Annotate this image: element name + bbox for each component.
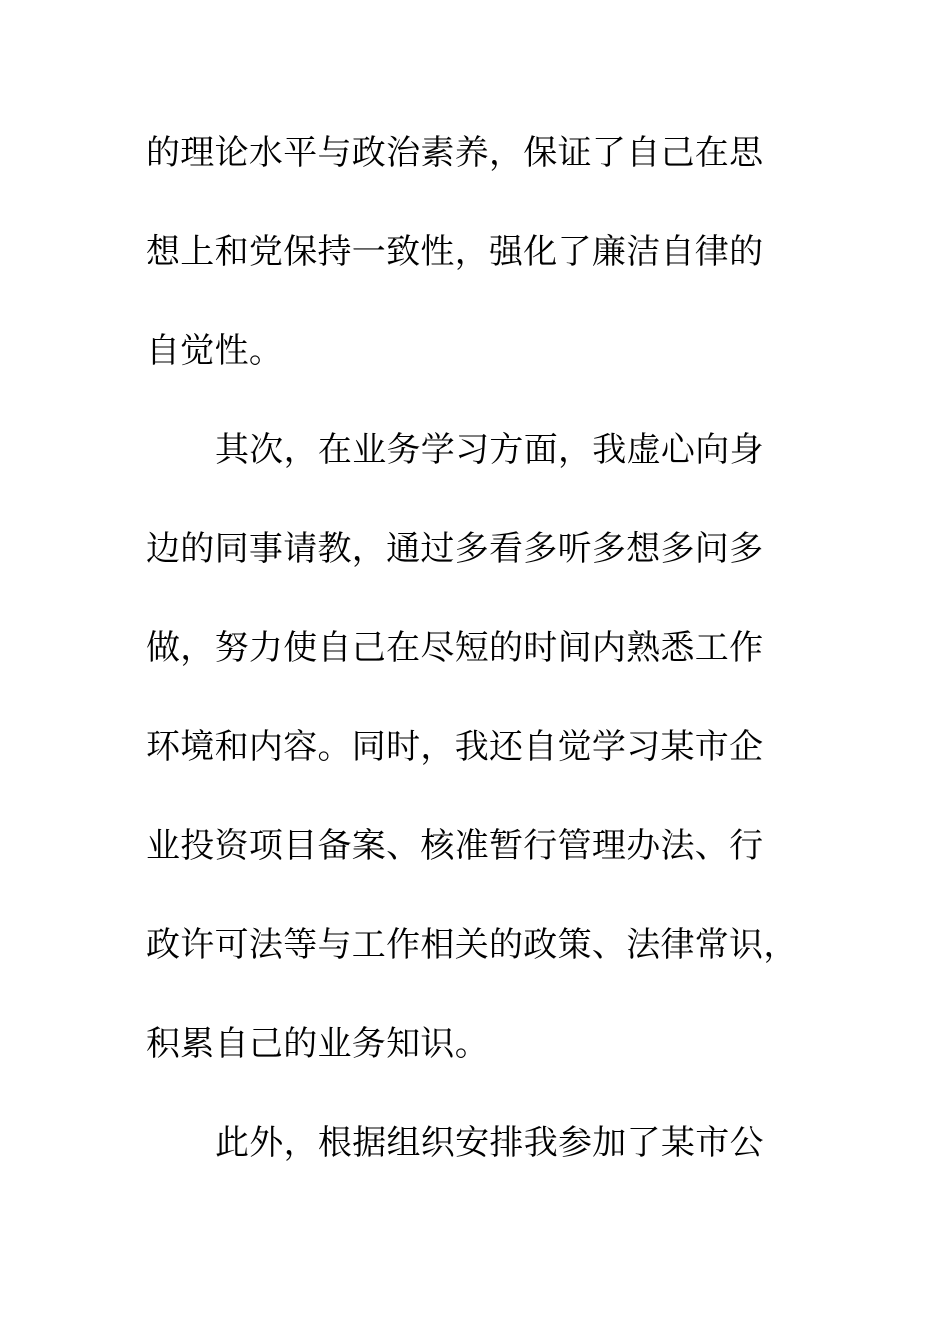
body-text-line: 业投资项目备案、核准暂行管理办法、行: [146, 826, 764, 866]
paragraph-start-line: 此外，根据组织安排我参加了某市公: [215, 1123, 764, 1163]
paragraph-start-line: 其次，在业务学习方面，我虚心向身: [215, 430, 764, 470]
body-text-line: 边的同事请教，通过多看多听多想多问多: [146, 529, 764, 569]
body-text-line: 做，努力使自己在尽短的时间内熟悉工作: [146, 628, 764, 668]
body-text-line: 自觉性。: [146, 331, 284, 371]
body-text-line: 政许可法等与工作相关的政策、法律常识，: [146, 925, 798, 965]
body-text-line: 想上和党保持一致性，强化了廉洁自律的: [146, 232, 764, 272]
body-text-line: 的理论水平与政治素养，保证了自己在思: [146, 133, 764, 173]
body-text-line: 环境和内容。同时，我还自觉学习某市企: [146, 727, 764, 767]
body-text-line: 积累自己的业务知识。: [146, 1024, 489, 1064]
